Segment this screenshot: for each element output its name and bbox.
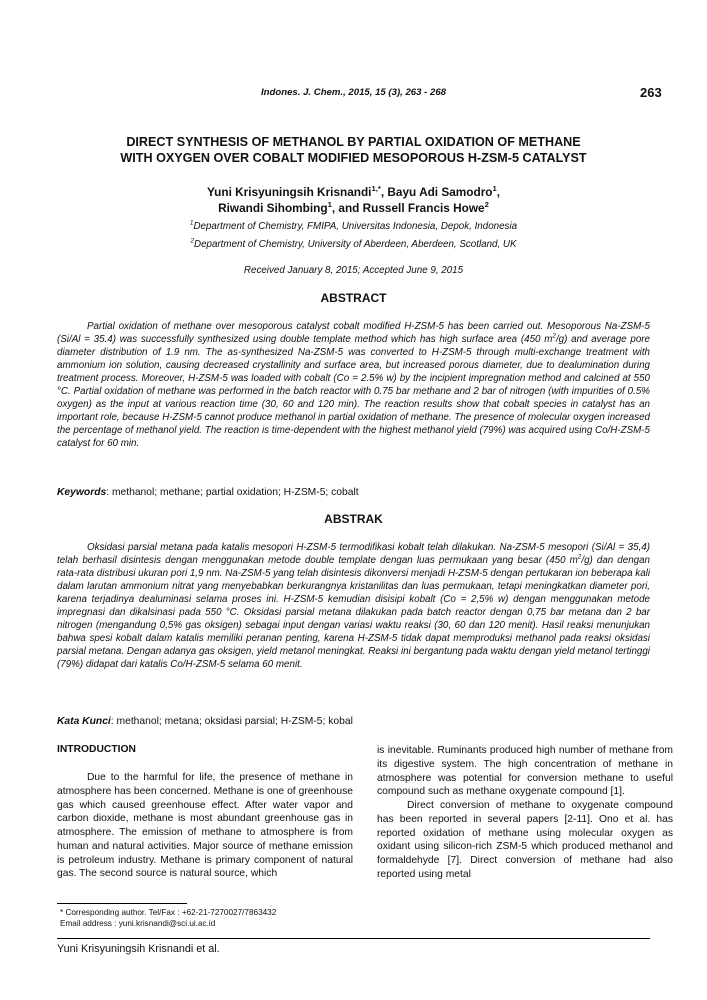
title-line-2: WITH OXYGEN OVER COBALT MODIFIED MESOPOROUS H-ZSM-5 CATALYST [120, 151, 587, 165]
page-number: 263 [640, 85, 662, 100]
keywords-label: Keywords [57, 487, 107, 498]
affiliation-1: $^1$Department of Chemistry, FMIPA, Universitas Indonesia, Depok, Indonesia [189, 219, 518, 232]
right-column [377, 744, 673, 882]
footnote-corresponding: * Corresponding author. Tel/Fax : +62-21-7270027/7863432 [60, 908, 277, 917]
paper-title [60, 134, 647, 166]
author-1: Yuni Krisyuningsih Krisnandi [206, 185, 372, 199]
abstrak-body: Oksidasi parsial metana pada katalis mesopori H-ZSM-5 termodifikasi kobalt telah dilakukan. Na-ZSM-5 mesopori (Si/Al = 35,4) telah berhasil disintesis dengan menggunakan metode double template dengan luas permukaan yang besar (450 $m^2/g$) dan dengan rata-rata distribusi ukuran pori 1,9 nm. Na-ZSM-5 yang telah disintesis dikonversi menjadi H-ZSM-5 dengan pertukaran ion beberapa kali dalam larutan ammonium nitrat yang menyebabkan berkurangnya kristanilitas dan luas permukaan, tetapi meningkatkan diameter pori, karena terjadinya dealuminasi selama proses ini. H-ZSM-5 kemudian disisipi kobalt (Co = 2,5% w) dengan menggunakan metode impregnasi dan dikalsinasi pada 550 °C. Oksidasi parsial metana dilakukan pada batch reactor dengan 0,75 bar metana dan 2 bar nitrogen (mengandung 0,5% gas oksigen) sebagai input dengan variasi waktu reaksi (30, 60 dan 120 menit). Hasil reaksi menunjukan bahwa spesi kobalt dalam katalis memiliki peranan penting, karena H-ZSM-5 tidak dapat memproduksi methanol pada reaksi oksidasi parsial metana. Dengan adanya gas oksigen, yield metanol meningkat. Reaksi ini bergantung pada waktu dengan yield metanol tertinggi (79%) didapat dari katalis Co/H-ZSM-5 selama 60 menit. [57, 542, 650, 670]
footer-divider [57, 938, 650, 939]
title-line-1: DIRECT SYNTHESIS OF METHANOL BY PARTIAL OXIDATION OF METHANE [126, 135, 581, 149]
author-list: Yuni Krisyuningsih Krisnandi$^{1,*}$, Bayu Adi Samodro$^1$, Riwandi Sihombing$^1$, and Russell Francis Howe$^2$ [206, 184, 501, 215]
received-dates: Received January 8, 2015; Accepted June 9, 2015 [243, 265, 464, 276]
left-column [57, 771, 353, 881]
author-3: Riwandi Sihombing [218, 201, 328, 215]
journal-citation: Indones. J. Chem., 2015, 15 (3), 263 - 268 [260, 87, 447, 98]
running-footer: Yuni Krisyuningsih Krisnandi et al. [57, 943, 220, 955]
kata-kunci-label: Kata Kunci [57, 716, 111, 727]
author-2: , Bayu Adi Samodro [380, 185, 493, 199]
kata-kunci: Kata Kunci: methanol; metana; oksidasi parsial; H-ZSM-5; kobal [57, 716, 353, 727]
abstract-body: Partial oxidation of methane over mesoporous catalyst cobalt modified H-ZSM-5 has been carried out. Mesoporous Na-ZSM-5 (Si/Al = 35.4) was successfully synthesized using double template method which has high surface area (450 $m^2/g$) and average pore diameter distribution of 1.9 nm. The as-synthesized Na-ZSM-5 was converted to H-ZSM-5 through multi-exchange treatment with ammonium ion solution, causing decreased crystallinity and surface area, but increased porous diameter, due to dealumination during treatment process. Moreover, H-ZSM-5 was loaded with cobalt (Co = 2.5% w) by the incipient impregnation method and calcined at 550 °C. Partial oxidation of methane was performed in the batch reactor with 0.75 bar methane and 2 bar of nitrogen (with impurities of 0.5% oxygen) as the input at various reaction time (30, 60 and 120 min). The reaction results show that cobalt species in catalyst has an important role, because H-ZSM-5 cannot produce methanol in partial oxidation of methane. The presence of molecular oxygen increased the percentage of methanol yield. The reaction is time-dependent with the highest methanol yield (79%) was acquired using Co/H-ZSM-5 catalyst for 60 min. [57, 321, 650, 449]
intro-paragraph-2: Direct conversion of methane to oxygenate compound has been reported in several papers [2-11]. Ono et al. has reported oxidation of methane using molecular oxygen as oxidant using silicon-rich ZSM-5 which produced methanol and formaldehyde [7]. Direct conversion of methane had also reported using metal [377, 800, 673, 880]
abstract-heading: ABSTRACT [320, 291, 387, 305]
affiliation-2: $^2$Department of Chemistry, University of Aberdeen, Aberdeen, Scotland, UK [190, 237, 517, 250]
keywords: Keywords: methanol; methane; partial oxidation; H-ZSM-5; cobalt [57, 487, 359, 498]
footnote-divider [57, 903, 187, 904]
footnote [60, 907, 276, 929]
intro-paragraph-1: Due to the harmful for life, the presence of methane in atmosphere has been concerned. Methane is one of greenhouse gas which caused greenhouse effect. After water vapor and carbon dioxide, methane is most abundant greenhouse gas in atmosphere. The emission of methane to atmosphere is from human and natural activities. Major source of methane emission is petroleum industry. Methane is primary component of natural gas. The second source is natural source, which [57, 772, 353, 880]
footnote-email: Email address : yuni.krisnandi@sci.ui.ac.id [60, 919, 216, 928]
abstrak-heading: ABSTRAK [324, 512, 383, 526]
author-4: , and Russell Francis Howe [331, 201, 485, 215]
introduction-heading: INTRODUCTION [57, 744, 136, 755]
intro-paragraph-1-cont: is inevitable. Ruminants produced high number of methane from its digestive system. The high concentration of methane in atmosphere was potential for conversion methane to useful compound such as methane oxygenate compound [1]. [377, 745, 673, 798]
